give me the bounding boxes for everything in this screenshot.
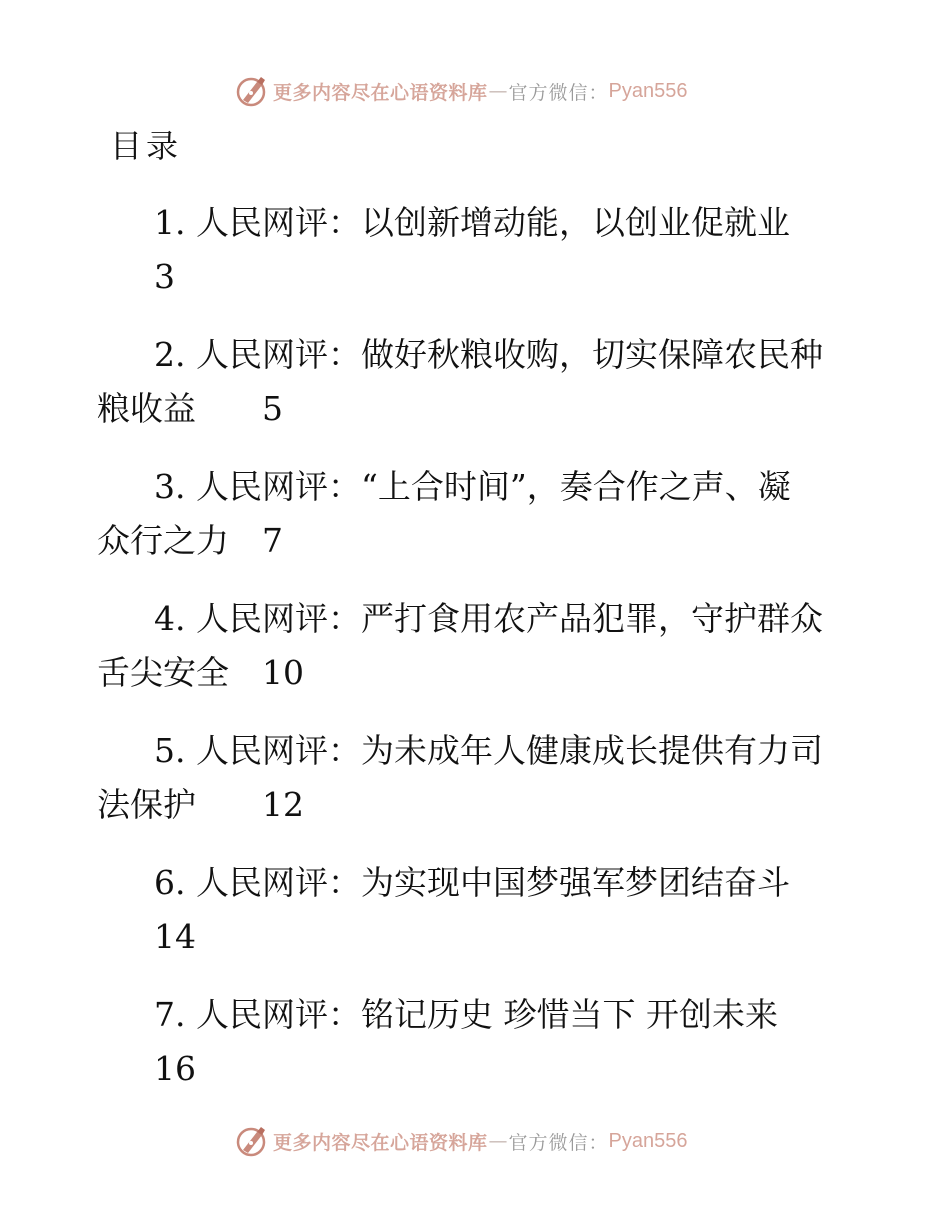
footer-watermark xyxy=(233,1122,688,1160)
watermark-site-text: 更多内容尽在心语资料库 xyxy=(273,81,488,104)
toc-entry-page: 3 xyxy=(154,257,175,296)
watermark-wechat-id: Pyan556 xyxy=(608,1129,688,1152)
pen-nib-logo-icon xyxy=(233,73,269,109)
toc-entry-continuation: 舌尖安全 10 xyxy=(97,653,304,692)
toc-entry-continuation: 众行之力 7 xyxy=(97,521,283,560)
toc-entry-title: 2. 人民网评：做好秋粮收购，切实保障农民种 xyxy=(154,335,823,374)
watermark-wechat-label: 官方微信： xyxy=(508,1131,609,1154)
toc-entry-title: 3. 人民网评：“上合时间”，奏合作之声、凝 xyxy=(154,467,791,506)
header-watermark xyxy=(233,72,688,110)
toc-entry-1[interactable] xyxy=(97,193,857,325)
toc-entry-title: 6. 人民网评：为实现中国梦强军梦团结奋斗 xyxy=(154,863,790,902)
watermark-wechat-id: Pyan556 xyxy=(608,79,688,102)
watermark-site-text: 更多内容尽在心语资料库 xyxy=(273,1131,488,1154)
toc-entry-page: 16 xyxy=(154,1049,196,1088)
toc-entry-title: 5. 人民网评：为未成年人健康成长提供有力司 xyxy=(154,731,823,770)
toc-entry-page: 14 xyxy=(154,917,196,956)
toc-title: 目录 xyxy=(110,127,183,165)
toc-entry-5[interactable] xyxy=(97,721,857,853)
toc-entry-title: 1. 人民网评：以创新增动能，以创业促就业 xyxy=(154,203,790,242)
toc-entry-4[interactable] xyxy=(97,589,857,721)
watermark-dash: — xyxy=(488,1130,508,1152)
toc-entry-continuation: 法保护 12 xyxy=(97,785,304,824)
toc-entry-2[interactable] xyxy=(97,325,857,457)
toc-entry-6[interactable] xyxy=(97,853,857,985)
toc-entry-continuation: 粮收益 5 xyxy=(97,389,283,428)
watermark-dash: — xyxy=(488,80,508,102)
table-of-contents xyxy=(97,193,857,1117)
toc-entry-3[interactable] xyxy=(97,457,857,589)
watermark-wechat-label: 官方微信： xyxy=(508,81,609,104)
toc-entry-title: 4. 人民网评：严打食用农产品犯罪，守护群众 xyxy=(154,599,823,638)
pen-nib-logo-icon xyxy=(233,1123,269,1159)
toc-entry-7[interactable] xyxy=(97,985,857,1117)
toc-entry-title: 7. 人民网评：铭记历史 珍惜当下 开创未来 xyxy=(154,995,778,1034)
